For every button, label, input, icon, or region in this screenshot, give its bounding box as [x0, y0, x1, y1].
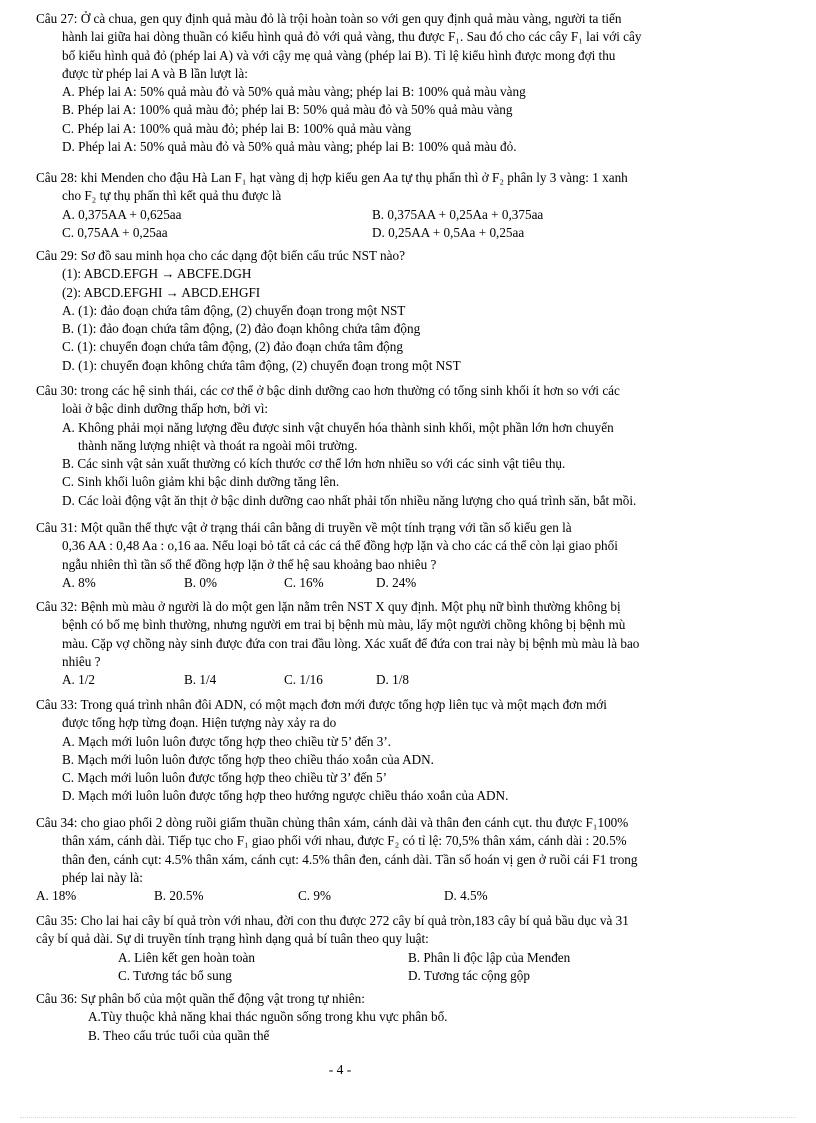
question-35-options-row [36, 967, 776, 985]
question-33-stem-line: được tổng hợp từng đoạn. Hiện tượng này xảy ra do [62, 715, 337, 731]
question-34-stem-line: thân đen, cánh cụt: 4.5% thân xám, cánh cụt: 4.5% thân đen, cánh dài. Tần số hoán vị gen ở ruồi cái F1 trong [62, 851, 638, 867]
question-30-option-a-line: A. Không phải mọi năng lượng đều được sinh vật chuyển hóa thành sinh khối, một phần lớn hơn chuyển [62, 419, 614, 435]
question-31 [36, 519, 776, 592]
question-34-stem-line: thân xám, cánh dài. Tiếp tục cho F₁ giao phối với nhau, được F₂ có tỉ lệ: 70,5% thân xám, cánh dài : 20.5% [62, 833, 627, 849]
question-31-option-b[interactable]: B. 0% [184, 574, 217, 590]
question-27-stem-line: bố kiểu hình quả đỏ (phép lai A) và với cậy mẹ quả vàng (phép lai B). Tỉ lệ kiểu hình được mong đợi thu [62, 47, 616, 63]
question-32-stem-line: nhiêu ? [62, 653, 101, 669]
question-28-option-d[interactable]: D. 0,25AA + 0,5Aa + 0,25aa [372, 224, 525, 240]
question-27-option-c[interactable]: C. Phép lai A: 100% quả màu đỏ; phép lai B: 100% quả màu vàng [62, 120, 412, 136]
question-30-option-b[interactable]: B. Các sinh vật sản xuất thường có kích thước cơ thể lớn hơn nhiều so với các sinh vật tiêu thụ. [62, 456, 566, 472]
question-32-option-c[interactable]: C. 1/16 [284, 672, 323, 688]
question-33 [36, 696, 776, 806]
question-34-stem-line: phép lai này là: [62, 869, 143, 885]
question-32-stem-line: màu. Cặp vợ chồng này sinh được đứa con trai đầu lòng. Xác xuất để đứa con trai này bị bệnh mù màu là bao [62, 635, 640, 651]
question-27-option-b[interactable]: B. Phép lai A: 100% quả màu đỏ; phép lai B: 50% quả màu đỏ và 50% quả màu vàng [62, 102, 513, 118]
question-34-option-a[interactable]: A. 18% [36, 888, 77, 904]
question-31-option-a[interactable]: A. 8% [62, 574, 96, 590]
question-32 [36, 598, 776, 689]
question-30 [36, 382, 776, 510]
question-32-stem-line: Câu 32: Bệnh mù màu ở người là do một gen lặn nằm trên NST X quy định. Một phụ nữ bình thường không bị [36, 599, 621, 614]
question-30-option-a[interactable] [36, 419, 776, 456]
question-28-option-b[interactable]: B. 0,375AA + 0,25Aa + 0,375aa [372, 206, 544, 222]
question-35-options-row [36, 949, 776, 967]
question-27 [36, 10, 776, 156]
question-35-option-b[interactable]: B. Phân li độc lập của Menđen [408, 949, 571, 965]
question-36-stem-line: Câu 36: Sự phân bố của một quần thể động vật trong tự nhiên: [36, 991, 365, 1006]
question-31-stem-line: 0,36 AA : 0,48 Aa : o,16 aa. Nếu loại bỏ tất cả các cá thể đồng hợp lặn và cho các cá thể còn lại giao phối [62, 538, 618, 554]
footer-divider [20, 1117, 796, 1118]
question-29-option-b[interactable]: B. (1): đảo đoạn chứa tâm động, (2) đảo đoạn không chứa tâm động [62, 321, 421, 337]
question-28 [36, 169, 776, 242]
question-34-options-row [36, 887, 776, 905]
question-27-stem-line: hành lai giữa hai dòng thuần có kiểu hình quả đỏ với quả vàng, thu được F₁. Sau đó cho các cây F₁ lai với cây [62, 29, 642, 45]
question-27-stem-line: Câu 27: Ở cà chua, gen quy định quả màu đỏ là trội hoàn toàn so với gen quy định quả màu vàng, người ta tiến [36, 11, 622, 26]
question-29 [36, 247, 776, 375]
question-35-option-c[interactable]: C. Tương tác bổ sung [118, 967, 232, 983]
question-34-option-b[interactable]: B. 20.5% [154, 888, 204, 904]
question-32-option-d[interactable]: D. 1/8 [376, 672, 409, 688]
question-28-stem-line: cho F₂ tự thụ phấn thì kết quả thu được là [62, 188, 282, 204]
question-27-stem-line: được từ phép lai A và B lần lượt là: [62, 65, 248, 81]
question-36 [36, 990, 776, 1045]
question-28-option-a[interactable]: A. 0,375AA + 0,625aa [62, 206, 182, 222]
question-28-options-row [36, 224, 776, 242]
question-31-option-d[interactable]: D. 24% [376, 574, 417, 590]
question-30-option-a-line: thành năng lượng nhiệt và thoát ra ngoài môi trường. [78, 437, 358, 453]
question-33-option-b[interactable]: B. Mạch mới luôn luôn được tổng hợp theo chiều tháo xoắn của ADN. [62, 751, 434, 767]
question-33-option-d[interactable]: D. Mạch mới luôn luôn được tổng hợp theo hướng ngược chiều tháo xoắn của ADN. [62, 788, 509, 804]
question-28-stem-line: Câu 28: khi Menden cho đậu Hà Lan F₁ hạt vàng dị hợp kiểu gen Aa tự thụ phấn thì ở F₂ phân ly 3 vàng: 1 xanh [36, 170, 628, 185]
question-36-option-a[interactable]: A.Tùy thuộc khả năng khai thác nguồn sống trong khu vực phân bố. [88, 1009, 448, 1025]
question-30-stem-line: Câu 30: trong các hệ sinh thái, các cơ thể ở bậc dinh dưỡng cao hơn thường có tổng sinh khối ít hơn so với các [36, 383, 620, 398]
question-29-option-a[interactable]: A. (1): đảo đoạn chứa tâm động, (2) chuyển đoạn trong một NST [62, 302, 406, 318]
question-32-option-a[interactable]: A. 1/2 [62, 672, 95, 688]
question-32-option-b[interactable]: B. 1/4 [184, 672, 217, 688]
question-36-option-b[interactable]: B. Theo cấu trúc tuổi của quần thể [88, 1027, 270, 1043]
question-33-option-c[interactable]: C. Mạch mới luôn luôn được tổng hợp theo chiều từ 3’ đến 5’ [62, 770, 388, 786]
question-31-options-row [36, 574, 776, 592]
question-31-stem-line: Câu 31: Một quần thể thực vật ở trạng thái cân bằng di truyền về một tính trạng với tần số kiểu gen là [36, 520, 572, 535]
page-number: - 4 - [328, 1062, 352, 1077]
question-35-stem-line: cây bí quả dài. Sự di truyền tính trạng hình dạng quả bí tuân theo quy luật: [36, 931, 429, 947]
question-29-scheme-1: (1): ABCD.EFGH → ABCFE.DGH [62, 266, 252, 282]
question-34-option-d[interactable]: D. 4.5% [444, 888, 488, 904]
question-27-option-a[interactable]: A. Phép lai A: 50% quả màu đỏ và 50% quả màu vàng; phép lai B: 100% quả màu vàng [62, 84, 526, 100]
question-34 [36, 814, 776, 905]
question-30-stem-line: loài ở bậc dinh dưỡng thấp hơn, bởi vì: [62, 401, 269, 417]
question-29-option-d[interactable]: D. (1): chuyển đoạn không chứa tâm động, (2) chuyển đoạn trong một NST [62, 357, 461, 373]
question-35 [36, 912, 776, 985]
question-30-option-c[interactable]: C. Sinh khối luôn giảm khi bậc dinh dưỡng tăng lên. [62, 474, 340, 490]
question-35-stem-line: Câu 35: Cho lai hai cây bí quả tròn với nhau, đời con thu được 272 cây bí quả tròn,183 cây bí quả bầu dục và 31 [36, 913, 629, 928]
question-29-option-c[interactable]: C. (1): chuyển đoạn chứa tâm động, (2) đảo đoạn chứa tâm động [62, 339, 403, 355]
question-29-scheme-2: (2): ABCD.EFGHI → ABCD.EHGFI [62, 284, 261, 300]
question-29-stem-line: Câu 29: Sơ đồ sau minh họa cho các dạng đột biến cấu trúc NST nào? [36, 248, 405, 263]
question-31-stem-line: ngẫu nhiên thì tần số thể đồng hợp lặn ở thế hệ sau khoảng bao nhiêu ? [62, 556, 437, 572]
question-27-option-d[interactable]: D. Phép lai A: 50% quả màu đỏ và 50% quả màu vàng; phép lai B: 100% quả màu đỏ. [62, 139, 517, 155]
question-28-option-c[interactable]: C. 0,75AA + 0,25aa [62, 224, 168, 240]
question-35-option-d[interactable]: D. Tương tác cộng gộp [408, 967, 530, 983]
question-34-option-c[interactable]: C. 9% [298, 888, 331, 904]
question-33-option-a[interactable]: A. Mạch mới luôn luôn được tổng hợp theo chiều từ 5’ đến 3’. [62, 733, 392, 749]
question-30-option-d[interactable]: D. Các loài động vật ăn thịt ở bậc dinh dưỡng cao nhất phải tốn nhiều năng lượng cho quá trình săn, bắt mồi. [62, 492, 637, 508]
question-35-option-a[interactable]: A. Liên kết gen hoàn toàn [118, 949, 255, 965]
question-34-stem-line: Câu 34: cho giao phối 2 dòng ruồi giấm thuần chủng thân xám, cánh dài và thân đen cánh cụt. thu được F₁100% [36, 815, 629, 830]
question-31-option-c[interactable]: C. 16% [284, 574, 324, 590]
question-28-options-row [36, 206, 776, 224]
question-33-stem-line: Câu 33: Trong quá trình nhân đôi ADN, có một mạch đơn mới được tổng hợp liên tục và một mạch đơn mới [36, 697, 607, 712]
question-32-options-row [36, 671, 776, 689]
question-32-stem-line: bệnh có bố mẹ bình thường, nhưng người em trai bị bệnh mù màu, lấy một người chồng không bị bệnh mù [62, 617, 626, 633]
